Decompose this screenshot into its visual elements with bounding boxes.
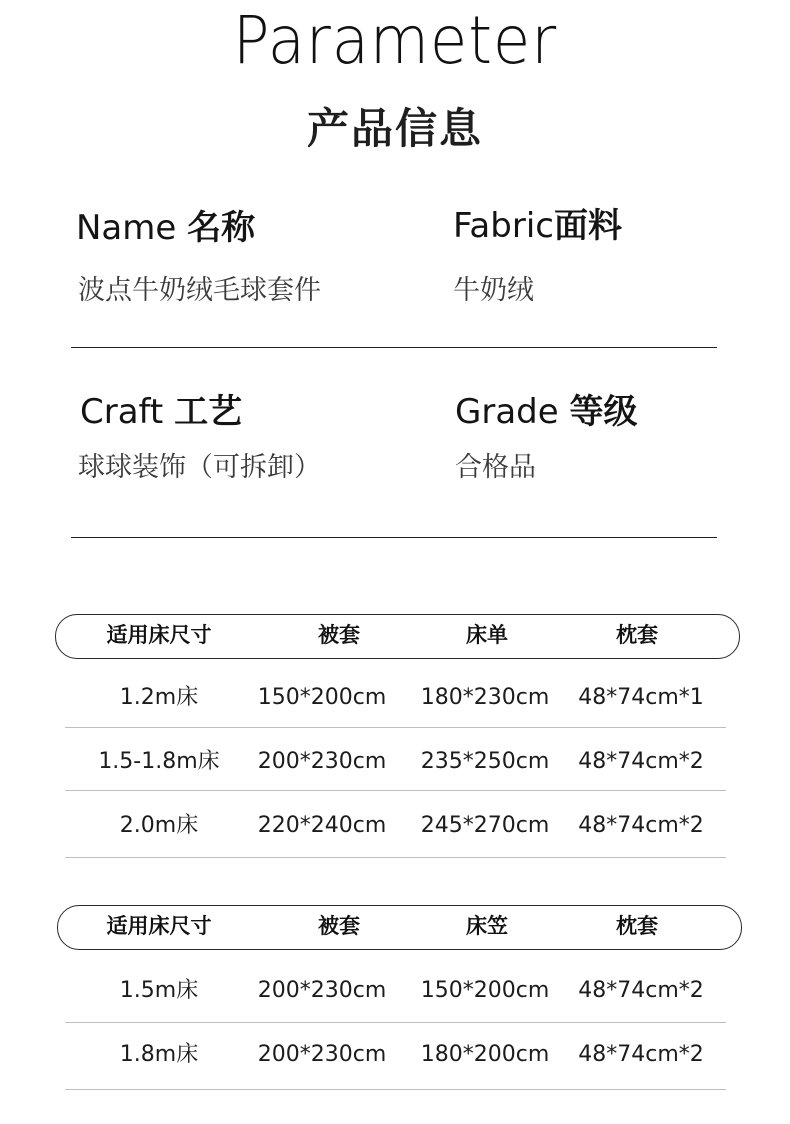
name-label [76, 208, 255, 249]
craft-label-cn: 工艺 [174, 392, 243, 432]
fabric-label-cn: 面料 [553, 206, 622, 246]
info-divider-2 [71, 537, 717, 538]
table-header-cell: 枕套 [616, 623, 658, 647]
table-cell: 48*74cm*1 [578, 685, 704, 710]
grade-label-cn: 等级 [569, 392, 638, 432]
table-cell: 1.5-1.8m床 [98, 749, 220, 774]
table-cell: 180*200cm [420, 1042, 550, 1067]
table-cell: 1.8m床 [119, 1042, 199, 1067]
table-cell: 180*230cm [420, 685, 550, 710]
table-cell: 150*200cm [420, 978, 550, 1003]
table-cell: 150*200cm [257, 685, 387, 710]
table-cell: 235*250cm [420, 749, 550, 774]
table-cell: 48*74cm*2 [578, 749, 704, 774]
table-cell: 1.5m床 [119, 978, 199, 1003]
row-divider [65, 727, 726, 728]
info-divider-1 [71, 347, 717, 348]
table-header-cell: 被套 [318, 623, 360, 647]
name-label-cn: 名称 [187, 208, 256, 248]
table-cell: 200*230cm [257, 749, 387, 774]
fabric-value: 牛奶绒 [453, 275, 534, 306]
table-cell: 2.0m床 [119, 813, 199, 838]
row-divider [65, 857, 726, 858]
grade-value: 合格品 [455, 452, 536, 483]
craft-label-en: Craft [80, 392, 164, 432]
table-header-bar [57, 905, 742, 950]
table-header-cell: 被套 [318, 914, 360, 938]
table-header-cell: 适用床尺寸 [106, 623, 212, 647]
table-cell: 220*240cm [257, 813, 387, 838]
table-cell: 48*74cm*2 [578, 813, 704, 838]
fabric-label [453, 206, 622, 247]
table-cell: 200*230cm [257, 1042, 387, 1067]
page-title-en: Parameter [232, 2, 558, 79]
page-title-cn: 产品信息 [306, 104, 483, 153]
table-header-cell: 枕套 [616, 914, 658, 938]
craft-value: 球球装饰（可拆卸） [78, 452, 321, 483]
row-divider [65, 790, 726, 791]
table-header-cell: 床单 [466, 623, 508, 647]
table-header-cell: 适用床尺寸 [106, 914, 212, 938]
table-cell: 48*74cm*2 [578, 1042, 704, 1067]
table-cell: 48*74cm*2 [578, 978, 704, 1003]
grade-label-en: Grade [455, 392, 559, 432]
fabric-label-en: Fabric [453, 206, 554, 246]
name-label-en: Name [76, 208, 177, 248]
table-cell: 200*230cm [257, 978, 387, 1003]
table-header-cell: 床笠 [466, 914, 508, 938]
table-cell: 1.2m床 [119, 685, 199, 710]
grade-label [455, 392, 637, 433]
row-divider [65, 1022, 726, 1023]
row-divider [65, 1089, 726, 1090]
table-header-bar [55, 614, 740, 659]
table-cell: 245*270cm [420, 813, 550, 838]
craft-label [80, 392, 242, 433]
name-value: 波点牛奶绒毛球套件 [78, 275, 321, 306]
